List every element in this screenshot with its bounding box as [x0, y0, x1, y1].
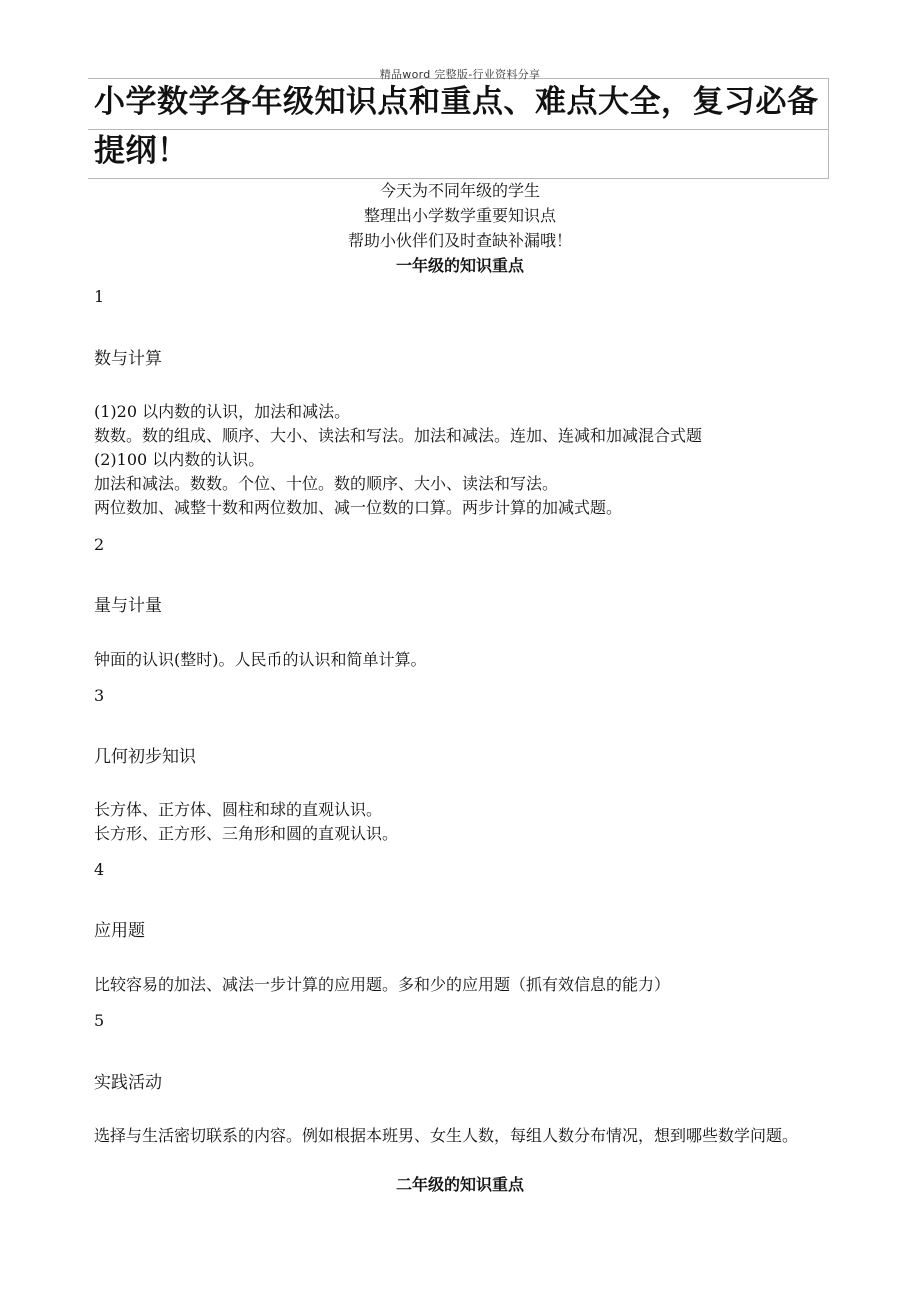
section-1-line-5: 两位数加、减整十数和两位数加、减一位数的口算。两步计算的加减式题。: [94, 498, 623, 517]
section-3-number: 3: [94, 686, 105, 705]
intro-line-2: 整理出小学数学重要知识点: [363, 206, 556, 225]
grade2-heading: 二年级的知识重点: [395, 1175, 524, 1194]
grade1-heading: 一年级的知识重点: [395, 256, 524, 275]
section-5-subtitle: 实践活动: [94, 1073, 162, 1093]
section-2-line-1: 钟面的认识(整时)。人民币的认识和简单计算。: [94, 650, 427, 669]
section-4-subtitle: 应用题: [94, 921, 145, 941]
section-2-subtitle: 量与计量: [94, 596, 162, 616]
section-1-number: 1: [94, 287, 105, 306]
section-1-line-2: 数数。数的组成、顺序、大小、读法和写法。加法和减法。连加、连减和加减混合式题: [94, 426, 703, 445]
intro-line-3: 帮助小伙伴们及时查缺补漏哦！: [347, 231, 572, 250]
title-frame-bottom: [88, 129, 829, 179]
intro-line-1: 今天为不同年级的学生: [379, 181, 540, 200]
section-1-line-3: (2)100 以内数的认识。: [94, 450, 265, 469]
section-5-line-1: 选择与生活密切联系的内容。例如根据本班男、女生人数，每组人数分布情况，想到哪些数学问题。: [94, 1126, 799, 1145]
section-4-number: 4: [94, 860, 105, 879]
section-3-line-1: 长方体、正方体、圆柱和球的直观认识。: [94, 800, 383, 819]
section-1-line-1: (1)20 以内数的认识，加法和减法。: [94, 402, 351, 421]
page-title-line-1: 小学数学各年级知识点和重点、难点大全，复习必备: [94, 84, 819, 120]
section-1-line-4: 加法和减法。数数。个位、十位。数的顺序、大小、读法和写法。: [94, 474, 559, 493]
section-3-line-2: 长方形、正方形、三角形和圆的直观认识。: [94, 824, 399, 843]
section-4-line-1: 比较容易的加法、减法一步计算的应用题。多和少的应用题（抓有效信息的能力）: [94, 975, 671, 994]
watermark-text: 精品word 完整版-行业资料分享: [379, 68, 541, 81]
section-1-subtitle: 数与计算: [94, 349, 162, 369]
section-2-number: 2: [94, 535, 105, 554]
section-3-subtitle: 几何初步知识: [94, 747, 196, 767]
page-title-line-2: 提纲！: [94, 133, 189, 169]
section-5-number: 5: [94, 1011, 105, 1030]
